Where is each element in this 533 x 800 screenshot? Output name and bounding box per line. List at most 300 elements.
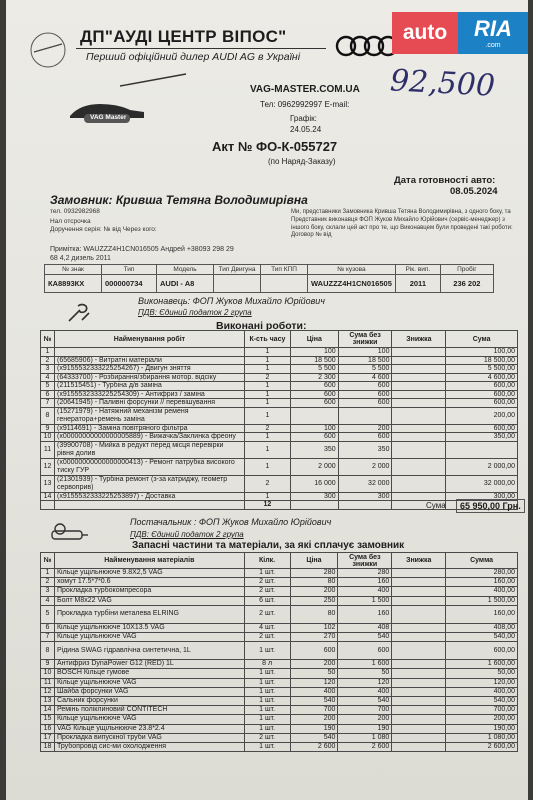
table-cell: 2 — [244, 424, 290, 433]
table-row — [41, 399, 518, 408]
vag-master-logo — [66, 96, 148, 126]
table-cell: 200 — [338, 424, 392, 433]
table-cell: 1 080 — [338, 733, 392, 742]
table-cell: 200 — [290, 715, 338, 724]
table-cell: Кільце ущільнююче VAG — [54, 633, 244, 642]
table-cell: 1 шт. — [244, 569, 290, 578]
table-cell: 1 600,00 — [446, 660, 518, 669]
table-row — [41, 724, 518, 733]
table-cell: 32 000,00 — [446, 475, 518, 492]
table-cell: 190 — [338, 724, 392, 733]
table-cell: 1 шт. — [244, 669, 290, 678]
table-cell: 18 500 — [338, 356, 392, 365]
table-cell: 2 000 — [338, 458, 392, 475]
table-cell: 50 — [338, 669, 392, 678]
table-cell — [290, 501, 338, 510]
table-cell: 5 500 — [338, 365, 392, 374]
table-row — [41, 578, 518, 587]
vehicle-model: AUDI - A8 — [157, 275, 214, 293]
table-cell: 280 — [338, 569, 392, 578]
table-cell: 1 — [244, 492, 290, 501]
table-cell: 1 — [244, 356, 290, 365]
works-header-row — [41, 331, 518, 348]
table-cell: 6 — [41, 623, 55, 632]
table-cell: 100 — [290, 348, 338, 357]
table-cell: Прокладка турбіни металева ELRING — [54, 605, 244, 623]
table-cell: 2 600 — [290, 743, 338, 752]
table-row — [41, 587, 518, 596]
table-row — [41, 743, 518, 752]
table-cell: 400 — [338, 587, 392, 596]
vehicle-plate: КА8893КХ — [45, 275, 102, 293]
table-row — [41, 365, 518, 374]
table-cell: 2 — [41, 578, 55, 587]
table-cell: 5 — [41, 382, 55, 391]
table-cell — [392, 687, 446, 696]
table-cell: 2 шт. — [244, 733, 290, 742]
vehicle-vin: WAUZZZ4H1CN016505 — [308, 275, 396, 293]
customer-phone: тел. 0932982968 — [50, 208, 100, 215]
table-cell: (x00000000000000005889) - Вижачка/Заклинка фреону — [54, 433, 244, 442]
table-cell — [392, 578, 446, 587]
table-cell: 1 шт. — [244, 642, 290, 660]
parts-col-header: Найменування матеріалів — [54, 553, 244, 569]
table-cell: Прокладка турбокомпресора — [54, 587, 244, 596]
table-cell — [54, 348, 244, 357]
vehicle-year: 2011 — [395, 275, 440, 293]
schedule-date: 24.05.24 — [290, 125, 322, 134]
table-cell: 1 — [244, 399, 290, 408]
table-cell: 280 — [290, 569, 338, 578]
table-cell: 12 — [41, 687, 55, 696]
table-cell: 1 шт. — [244, 706, 290, 715]
table-cell: 2 000,00 — [446, 458, 518, 475]
company-name: ДП"АУДІ ЦЕНТР ВІПОС" — [80, 27, 287, 46]
table-cell — [392, 733, 446, 742]
table-cell: VAG Кільце ущільнююче 23.8*2.4 — [54, 724, 244, 733]
table-cell: 2 шт. — [244, 605, 290, 623]
table-cell: (21301939) - Турбіна ремонт (з-за катриджу, геометр сервоприв) — [54, 475, 244, 492]
table-cell: 300,00 — [446, 492, 518, 501]
table-cell: 6 — [41, 390, 55, 399]
vehicle-value-row — [45, 275, 494, 293]
works-col-header: Сума без знижки — [338, 331, 392, 348]
table-cell: (x00000000000000000413) - Ремонт патрубка високого тиску ГУР — [54, 458, 244, 475]
table-cell: 1 — [244, 407, 290, 424]
table-row — [41, 441, 518, 458]
table-cell: 4 600 — [338, 373, 392, 382]
customer-note: Примітка: WAUZZZ4H1CN016505 Андрей +38093 298 29 — [50, 246, 234, 253]
table-cell — [54, 501, 244, 510]
table-cell — [290, 407, 338, 424]
table-cell: 540 — [338, 633, 392, 642]
table-cell: 600 — [290, 390, 338, 399]
table-cell: 408,00 — [446, 623, 518, 632]
table-cell: Антифриз DynaPower G12 (RED) 1L — [54, 660, 244, 669]
watermark-ria-text: RIA — [474, 15, 512, 41]
table-row — [41, 356, 518, 365]
table-cell: 270 — [290, 633, 338, 642]
table-cell: 100 — [338, 348, 392, 357]
table-cell — [392, 697, 446, 706]
works-col-header: Сума — [446, 331, 518, 348]
table-cell: Рідина SWAG гідравлічна синтетична, 1L — [54, 642, 244, 660]
table-cell — [392, 724, 446, 733]
table-row — [41, 733, 518, 742]
table-cell: 1 — [244, 390, 290, 399]
table-cell: 4 шт. — [244, 623, 290, 632]
table-cell: 13 — [41, 697, 55, 706]
table-cell: 250 — [290, 596, 338, 605]
table-cell: 3 — [41, 587, 55, 596]
table-cell: (x9155532333225253897) - Доставка — [54, 492, 244, 501]
table-cell: 540 — [290, 697, 338, 706]
watermark-domain: .com — [485, 41, 501, 49]
table-cell: 9 — [41, 424, 55, 433]
works-sum-value: 65 950,00 Грн. — [456, 499, 525, 513]
parts-col-header: Сума без знижки — [338, 553, 392, 569]
wrench-icon — [66, 302, 92, 324]
table-cell: 400,00 — [446, 587, 518, 596]
table-cell — [392, 715, 446, 724]
supplier-label: Постачальник : ФОП Жуков Михайло Юрійович — [130, 517, 332, 527]
table-cell: 2 600,00 — [446, 743, 518, 752]
table-row — [41, 373, 518, 382]
vehicle-header: Рік. вип. — [395, 265, 440, 275]
table-cell: 600 — [338, 433, 392, 442]
table-row — [41, 660, 518, 669]
vehicle-header: № знак — [45, 265, 102, 275]
works-total-hours: 12 — [244, 501, 290, 510]
table-cell: 7 — [41, 399, 55, 408]
table-cell: 280,00 — [446, 569, 518, 578]
table-cell: 160 — [338, 605, 392, 623]
table-row — [41, 605, 518, 623]
table-cell: 400 — [290, 687, 338, 696]
car-silhouette-icon — [66, 96, 148, 126]
parts-title: Запасні частини та матеріали, за які сплачує замовник — [132, 540, 405, 551]
table-cell: 1 шт. — [244, 724, 290, 733]
table-cell: 2 — [244, 475, 290, 492]
table-cell: (65685906) - Витратні матеріали — [54, 356, 244, 365]
table-cell: 100,00 — [446, 348, 518, 357]
handwritten-price: 92,500 — [389, 63, 496, 104]
table-cell: 1 шт. — [244, 743, 290, 752]
table-cell: 3 — [41, 365, 55, 374]
table-cell: 2 300 — [290, 373, 338, 382]
executor-pdv: ПДВ: Єдиний податок 2 група — [138, 308, 252, 317]
vag-logo-text: VAG Master — [90, 114, 127, 121]
table-cell: 1 080,00 — [446, 733, 518, 742]
table-cell: 540 — [290, 733, 338, 742]
table-cell: 160,00 — [446, 578, 518, 587]
table-cell: 200 — [290, 660, 338, 669]
table-cell — [392, 475, 446, 492]
table-cell: 100 — [290, 424, 338, 433]
table-cell: 11 — [41, 678, 55, 687]
table-cell: 1 шт. — [244, 697, 290, 706]
table-cell — [392, 365, 446, 374]
parts-header-row — [41, 553, 518, 569]
table-cell: 160,00 — [446, 605, 518, 623]
table-row — [41, 669, 518, 678]
customer-note2: 68 4,2 дизель 2011 — [50, 255, 111, 262]
table-cell — [392, 605, 446, 623]
table-cell: 600,00 — [446, 399, 518, 408]
table-cell: 700 — [338, 706, 392, 715]
table-cell — [392, 390, 446, 399]
vehicle-type: 000000734 — [102, 275, 157, 293]
customer-line2: Нал отсрочка — [50, 218, 91, 225]
ready-date-label: Дата готовності авто: — [394, 175, 496, 186]
table-row — [41, 475, 518, 492]
table-cell: 600 — [290, 642, 338, 660]
table-cell: Трубопровід сис-ми охолодження — [54, 743, 244, 752]
table-cell — [392, 633, 446, 642]
table-cell: 7 — [41, 633, 55, 642]
table-cell: 200 — [338, 715, 392, 724]
executor-label: Виконавець: ФОП Жуков Михайло Юрійович — [138, 296, 325, 306]
table-cell: 16 — [41, 724, 55, 733]
table-row — [41, 390, 518, 399]
works-title: Виконані роботи: — [216, 320, 307, 332]
table-cell — [392, 743, 446, 752]
table-cell: 1 — [244, 441, 290, 458]
table-row — [41, 407, 518, 424]
table-cell: 350 — [290, 441, 338, 458]
table-cell: Кільце ущільнююче VAG — [54, 678, 244, 687]
table-cell: Кільце ущільнююче 9.8X2,5 VAG — [54, 569, 244, 578]
table-cell: Шайба форсунки VAG — [54, 687, 244, 696]
table-cell: 200,00 — [446, 715, 518, 724]
table-cell: 16 000 — [290, 475, 338, 492]
table-cell — [392, 356, 446, 365]
table-cell: 5 — [41, 605, 55, 623]
table-cell: 120 — [290, 678, 338, 687]
auto-ria-watermark — [392, 12, 528, 54]
act-title: Акт № ФО-К-055727 — [212, 139, 338, 154]
table-row — [41, 623, 518, 632]
table-cell — [392, 642, 446, 660]
table-row — [41, 433, 518, 442]
works-col-header: К-сть часу — [244, 331, 290, 348]
table-cell: 17 — [41, 733, 55, 742]
vehicle-gearbox — [261, 275, 308, 293]
table-row — [41, 715, 518, 724]
works-body — [41, 348, 518, 510]
table-cell: 408 — [338, 623, 392, 632]
works-col-header: Найменування робіт — [54, 331, 244, 348]
table-row — [41, 642, 518, 660]
table-cell: 1 600 — [338, 660, 392, 669]
table-cell: 50 — [290, 669, 338, 678]
table-cell: Кільце ущільнююче VAG — [54, 715, 244, 724]
table-cell — [392, 424, 446, 433]
table-cell: (20641945) - Паливні форсунки // перевiшування — [54, 399, 244, 408]
table-row — [41, 382, 518, 391]
customer-name: Замовник: Кривша Тетяна Володимирівна — [50, 193, 308, 207]
table-cell: 10 — [41, 669, 55, 678]
table-cell: 200,00 — [446, 407, 518, 424]
table-cell: 1 500 — [338, 596, 392, 605]
table-cell: Прокладка випускної труби VAG — [54, 733, 244, 742]
table-cell: 2 600 — [338, 743, 392, 752]
table-cell: 2 000 — [290, 458, 338, 475]
table-row — [41, 569, 518, 578]
table-row — [41, 678, 518, 687]
table-row — [41, 687, 518, 696]
table-cell: 190,00 — [446, 724, 518, 733]
parts-col-header: Знижка — [392, 553, 446, 569]
table-cell: 600 — [290, 433, 338, 442]
works-col-header: Знижка — [392, 331, 446, 348]
table-cell — [392, 492, 446, 501]
table-cell: 300 — [290, 492, 338, 501]
table-cell: 15 — [41, 715, 55, 724]
table-cell: 12 — [41, 458, 55, 475]
table-cell — [392, 569, 446, 578]
parts-body — [41, 569, 518, 752]
table-cell — [392, 706, 446, 715]
table-cell: 1 шт. — [244, 678, 290, 687]
table-cell: 1 500,00 — [446, 596, 518, 605]
table-cell: 160 — [338, 578, 392, 587]
table-cell: 190 — [290, 724, 338, 733]
table-cell — [446, 441, 518, 458]
table-cell — [338, 407, 392, 424]
vehicle-header-row — [45, 265, 494, 275]
table-cell: Сальник форсунки — [54, 697, 244, 706]
vehicle-header: Тип КПП — [261, 265, 308, 275]
vehicle-header: Тип — [102, 265, 157, 275]
table-cell — [392, 433, 446, 442]
table-row — [41, 492, 518, 501]
vehicle-header: Тип Двигуна — [214, 265, 261, 275]
table-cell: 600 — [338, 382, 392, 391]
table-cell: 600 — [338, 390, 392, 399]
table-row — [41, 348, 518, 357]
table-cell: 300 — [338, 492, 392, 501]
parts-col-header: № — [41, 553, 55, 569]
table-cell: хомут 17.5*7*0.6 — [54, 578, 244, 587]
table-cell: BOSCH Кільце гумове — [54, 669, 244, 678]
table-row — [41, 596, 518, 605]
parts-table — [40, 552, 518, 752]
table-cell: 13 — [41, 475, 55, 492]
parts-col-header: Кілк. — [244, 553, 290, 569]
table-cell — [392, 373, 446, 382]
scribble-mark — [28, 30, 68, 70]
table-cell: 1 — [244, 433, 290, 442]
table-cell: 540 — [338, 697, 392, 706]
works-sum-label: Сума — [426, 501, 446, 510]
table-cell — [392, 348, 446, 357]
table-cell: 350 — [338, 441, 392, 458]
table-cell: 600 — [338, 642, 392, 660]
table-cell: 600 — [338, 399, 392, 408]
table-cell: 80 — [290, 578, 338, 587]
table-cell: 1 — [244, 382, 290, 391]
table-cell: 2 шт. — [244, 578, 290, 587]
pen-stroke — [118, 70, 188, 90]
legal-text: Ми, представники Замовника Кривша Тетяна Володимирівна, з одного боку, та Представник виконавця ФОП Жуков Михайло Юрійович (сервіс-менеджер) з іншого боку, склали цей акт про те, що Виконавцем були проведені такі роботи: Договор № від — [291, 209, 513, 239]
table-cell: (211515451) - Турбіна д/в замiна — [54, 382, 244, 391]
table-cell: 4 600,00 — [446, 373, 518, 382]
vehicle-engine — [214, 275, 261, 293]
table-row — [41, 706, 518, 715]
table-cell — [392, 407, 446, 424]
table-cell — [392, 623, 446, 632]
table-cell: 102 — [290, 623, 338, 632]
table-cell — [392, 458, 446, 475]
phone-line: Тел: 0962992997 E-mail: — [260, 100, 350, 109]
table-cell: 5 500 — [290, 365, 338, 374]
table-cell: 18 500 — [290, 356, 338, 365]
table-cell: 8 — [41, 642, 55, 660]
table-cell: 400 — [338, 687, 392, 696]
table-cell: 600,00 — [446, 390, 518, 399]
table-cell — [392, 660, 446, 669]
table-cell: 120 — [338, 678, 392, 687]
table-cell: 18 500,00 — [446, 356, 518, 365]
table-cell: 540,00 — [446, 697, 518, 706]
header-divider — [76, 48, 326, 49]
table-cell: 6 шт. — [244, 596, 290, 605]
works-col-header: № — [41, 331, 55, 348]
table-cell: (64333700) - Розбирання/збирання мотор. відсіку — [54, 373, 244, 382]
table-cell: 4 — [41, 373, 55, 382]
vehicle-header: Модель — [157, 265, 214, 275]
table-row — [41, 424, 518, 433]
table-cell: 400,00 — [446, 687, 518, 696]
table-cell: Болт М8х22 VAG — [54, 596, 244, 605]
table-cell — [392, 669, 446, 678]
table-cell: 200 — [290, 587, 338, 596]
vehicle-mileage: 236 202 — [440, 275, 493, 293]
watermark-ria — [458, 12, 528, 54]
works-table — [40, 330, 518, 510]
table-cell: 600,00 — [446, 382, 518, 391]
watermark-auto: auto — [392, 12, 458, 54]
table-cell: 2 — [244, 373, 290, 382]
supplier-pdv: ПДВ: Єдиний податок 2 група — [130, 530, 244, 539]
parts-col-header: Ціна — [290, 553, 338, 569]
table-cell: 350,00 — [446, 433, 518, 442]
table-cell — [392, 399, 446, 408]
table-cell: 600,00 — [446, 424, 518, 433]
table-cell: 1 — [41, 348, 55, 357]
vehicle-table — [44, 264, 494, 293]
table-cell: 32 000 — [338, 475, 392, 492]
table-cell — [392, 587, 446, 596]
act-subtitle: (по Наряд-Заказу) — [268, 157, 336, 166]
table-cell: (x9114691) - Заміна повітряного фільтра — [54, 424, 244, 433]
table-cell: 1 — [244, 365, 290, 374]
table-cell: 600,00 — [446, 642, 518, 660]
vehicle-header: Пробіг — [440, 265, 493, 275]
table-cell: 600 — [290, 399, 338, 408]
table-cell: (15271979) - Натяжний механізм ременя генератора+ремень заміна — [54, 407, 244, 424]
table-cell: 2 — [41, 356, 55, 365]
table-cell: 120,00 — [446, 678, 518, 687]
table-cell: 1 шт. — [244, 715, 290, 724]
customer-line3: Доручення серія: № від Через кого: — [50, 226, 157, 233]
table-cell: 5 500,00 — [446, 365, 518, 374]
table-cell: 8 л — [244, 660, 290, 669]
table-cell — [392, 382, 446, 391]
table-cell: 1 — [41, 569, 55, 578]
table-cell: 2 шт. — [244, 633, 290, 642]
